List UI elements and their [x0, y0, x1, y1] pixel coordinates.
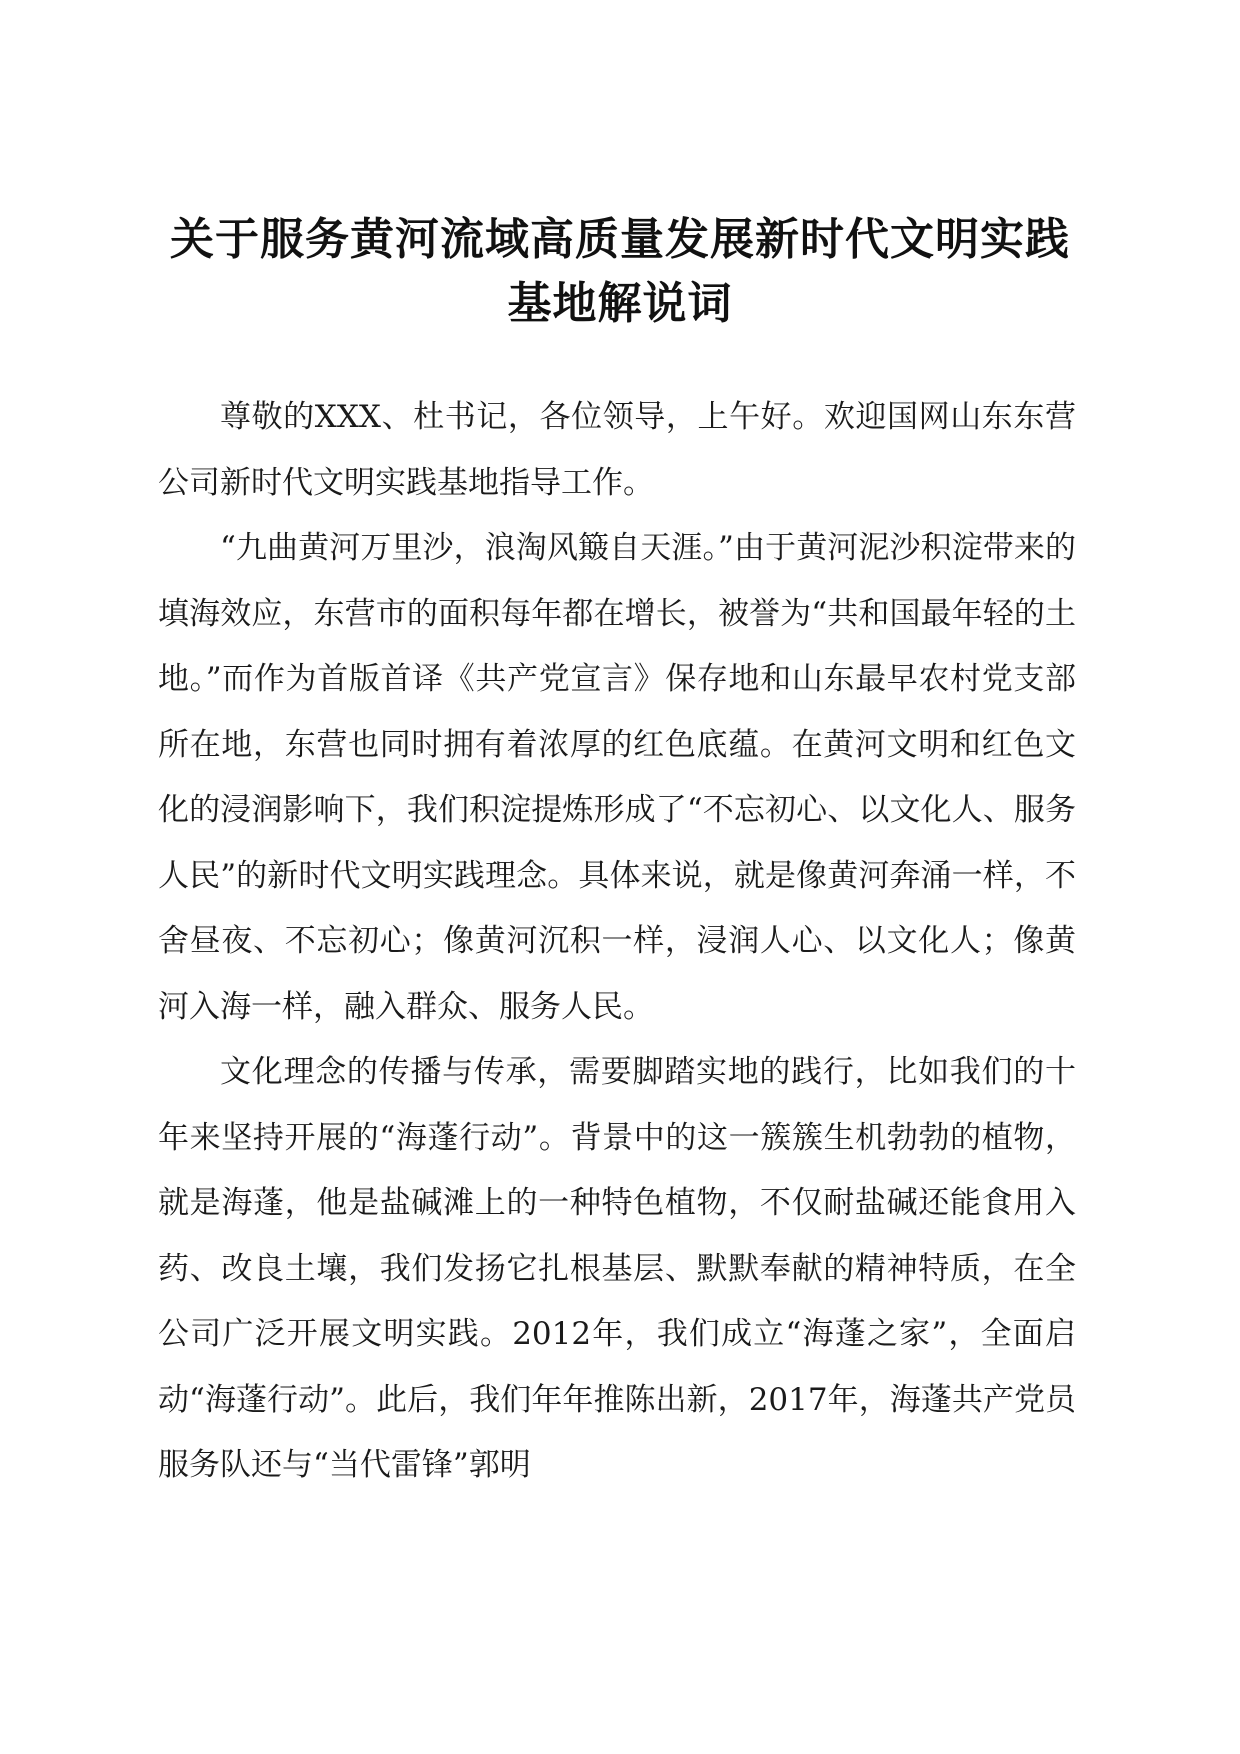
title-line-2: 基地解说词 — [507, 278, 733, 329]
paragraph-haipeng-action: 文化理念的传播与传承，需要脚踏实地的践行，比如我们的十年来坚持开展的“海蓬行动”。背景中的这一簇簇生机勃勃的植物，就是海蓬，他是盐碱滩上的一种特色植物，不仅耐盐碱还能食用入药、改良土壤，我们发扬它扎根基层、默默奉献的精神特质，在全公司广泛开展文明实践。2012年，我们成立“海蓬之家”，全面启动“海蓬行动”。此后，我们年年推陈出新，2017年，海蓬共产党员服务队还与“当代雷锋”郭明 — [158, 1054, 1076, 1483]
document-title — [150, 208, 1090, 336]
document-body — [158, 385, 1076, 1499]
title-line-1: 关于服务黄河流域高质量发展新时代文明实践 — [170, 214, 1070, 265]
paragraph-yellow-river: “九曲黄河万里沙，浪淘风簸自天涯。”由于黄河泥沙积淀带来的填海效应，东营市的面积每年都在增长，被誉为“共和国最年轻的土地。”而作为首版首译《共产党宣言》保存地和山东最早农村党支部所在地，东营也同时拥有着浓厚的红色底蕴。在黄河文明和红色文化的浸润影响下，我们积淀提炼形成了“不忘初心、以文化人、服务人民”的新时代文明实践理念。具体来说，就是像黄河奔涌一样，不舍昼夜、不忘初心；像黄河沉积一样，浸润人心、以文化人；像黄河入海一样，融入群众、服务人民。 — [158, 530, 1076, 1025]
paragraph-greeting: 尊敬的XXX、杜书记，各位领导，上午好。欢迎国网山东东营公司新时代文明实践基地指导工作。 — [158, 399, 1076, 501]
